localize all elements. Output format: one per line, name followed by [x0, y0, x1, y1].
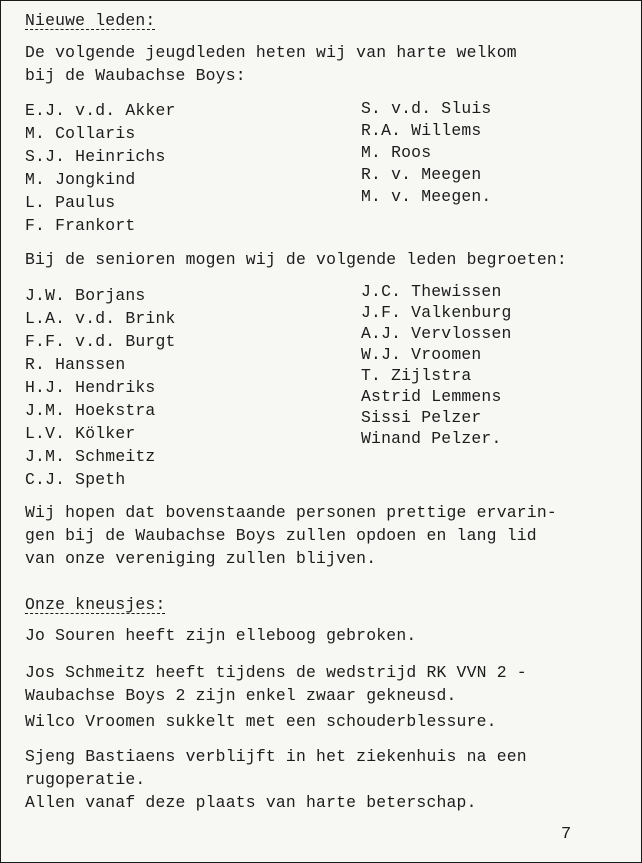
youth-member: M. Collaris — [25, 124, 136, 143]
senior-member: J.M. Schmeitz — [25, 447, 156, 466]
senior-member: T. Zijlstra — [361, 366, 472, 385]
youth-member: R.A. Willems — [361, 121, 482, 140]
senior-member: Winand Pelzer. — [361, 429, 502, 448]
senior-member: Astrid Lemmens — [361, 387, 502, 406]
new-members-heading: Nieuwe leden: — [25, 11, 156, 30]
closing-line-3: van onze vereniging zullen blijven. — [25, 549, 377, 568]
youth-member: F. Frankort — [25, 216, 136, 235]
youth-member: M. v. Meegen. — [361, 187, 492, 206]
youth-member: M. Roos — [361, 143, 432, 162]
injury-item: Jo Souren heeft zijn elleboog gebroken. — [25, 626, 417, 645]
injury-item: Jos Schmeitz heeft tijdens de wedstrijd RK VVN 2 - — [25, 663, 527, 682]
seniors-intro: Bij de senioren mogen wij de volgende leden begroeten: — [25, 250, 567, 269]
youth-member: S.J. Heinrichs — [25, 147, 166, 166]
senior-member: L.A. v.d. Brink — [25, 309, 176, 328]
injured-closing: Allen vanaf deze plaats van harte beterschap. — [25, 793, 477, 812]
injury-item: Wilco Vroomen sukkelt met een schouderblessure. — [25, 712, 497, 731]
senior-member: J.W. Borjans — [25, 286, 146, 305]
senior-member: C.J. Speth — [25, 470, 126, 489]
youth-member: E.J. v.d. Akker — [25, 101, 176, 120]
injured-heading: Onze kneusjes: — [25, 595, 166, 614]
intro-line-1: De volgende jeugdleden heten wij van harte welkom — [25, 43, 517, 62]
senior-member: J.M. Hoekstra — [25, 401, 156, 420]
closing-line-1: Wij hopen dat bovenstaande personen prettige ervarin- — [25, 503, 557, 522]
youth-member: R. v. Meegen — [361, 165, 482, 184]
senior-member: F.F. v.d. Burgt — [25, 332, 176, 351]
senior-member: J.C. Thewissen — [361, 282, 502, 301]
closing-line-2: gen bij de Waubachse Boys zullen opdoen en lang lid — [25, 526, 537, 545]
youth-member: L. Paulus — [25, 193, 116, 212]
injury-item-continued: rugoperatie. — [25, 770, 146, 789]
injury-item-continued: Waubachse Boys 2 zijn enkel zwaar gekneusd. — [25, 686, 457, 705]
youth-member: M. Jongkind — [25, 170, 136, 189]
senior-member: J.F. Valkenburg — [361, 303, 512, 322]
page-number: 7 — [561, 825, 572, 844]
senior-member: A.J. Vervlossen — [361, 324, 512, 343]
senior-member: L.V. Kölker — [25, 424, 136, 443]
senior-member: H.J. Hendriks — [25, 378, 156, 397]
senior-member: W.J. Vroomen — [361, 345, 482, 364]
senior-member: Sissi Pelzer — [361, 408, 482, 427]
intro-line-2: bij de Waubachse Boys: — [25, 66, 246, 85]
injury-item: Sjeng Bastiaens verblijft in het ziekenhuis na een — [25, 747, 527, 766]
youth-member: S. v.d. Sluis — [361, 99, 492, 118]
senior-member: R. Hanssen — [25, 355, 126, 374]
